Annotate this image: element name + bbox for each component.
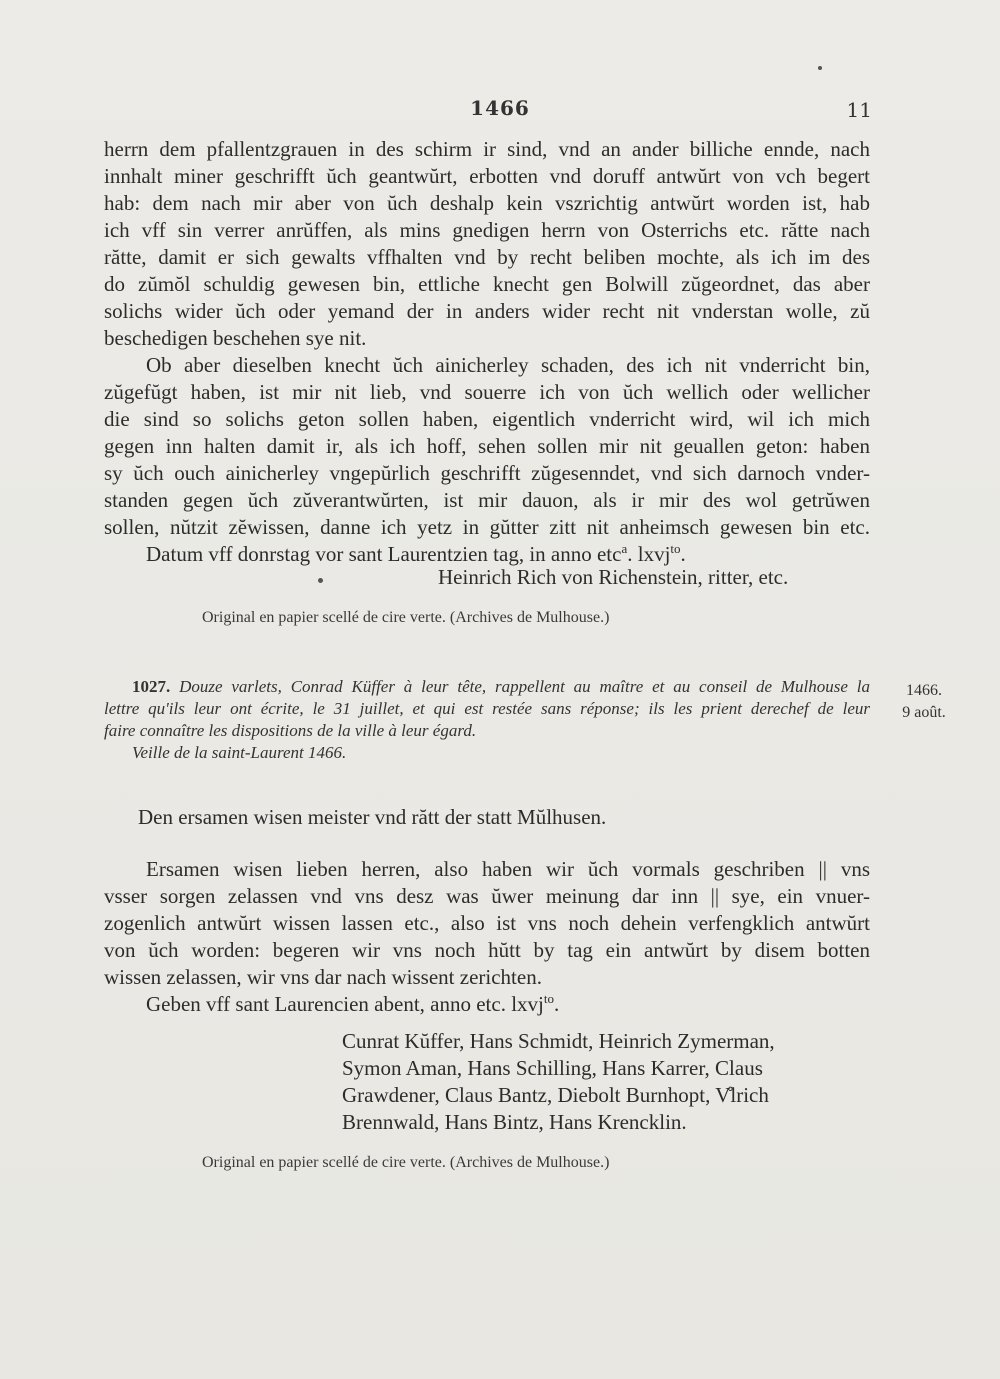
margin-day: 9 août.	[902, 704, 946, 721]
page-number: 11	[846, 98, 872, 122]
superscript: a	[621, 541, 628, 556]
margin-year: 1466.	[906, 682, 942, 699]
text-line: solichs wider ŭch oder yemand der in anders wider recht nit vnderstan wolle, zŭ	[104, 299, 870, 323]
superscript: to	[670, 541, 681, 556]
letter1-paragraph1	[104, 136, 870, 352]
summary-text: Douze varlets, Conrad Küffer à leur tête, rappellent au maître et au conseil de Mulhouse la	[179, 677, 870, 696]
text-line: von ŭch worden: begeren wir vns noch hŭtt by tag ein antwŭrt by disem botten	[104, 938, 870, 962]
summary-line: faire connaître les dispositions de la ville à leur égard.	[104, 721, 477, 740]
entry-date: Veille de la saint-Laurent 1466.	[132, 743, 347, 762]
text-line: die sind so solichs geton sollen haben, eigentlich vnderricht wird, wil ich mich	[104, 407, 870, 431]
signature-line: Grawdener, Claus Bantz, Diebolt Burnhopt, V̊lrich	[342, 1083, 769, 1107]
text-line: do zŭmŏl schuldig gewesen bin, ettliche knecht gen Bolwill zŭgeordnet, das aber	[104, 272, 870, 296]
text-line: standen gegen ŭch zŭverantwŭrten, ist mir dauon, als ir mir des wol getrŭwen	[104, 488, 870, 512]
signature-line: Cunrat Kŭffer, Hans Schmidt, Heinrich Zymerman,	[342, 1029, 775, 1053]
text-line: ich vff sin verrer anrŭffen, als mins gnedigen herrn von Osterrichs etc. rătte nach	[104, 218, 870, 242]
summary-line	[104, 676, 870, 698]
date-text: .	[680, 542, 686, 566]
text-line: zŭgefŭgt haben, ist mir nit lieb, vnd souerre ich von ŭch wellich oder wellicher	[104, 380, 870, 404]
page-header	[0, 96, 1000, 120]
text-line: sollen, nŭtzit zĕwissen, danne ich yetz in gŭtter zitt nit anheimsch gewesen bin etc.	[104, 515, 870, 539]
summary-line: lettre qu'ils leur ont écrite, le 31 juillet, et qui est restée sans réponse; ils les prient derechef de leur	[104, 699, 870, 718]
letter1-signature-block	[104, 564, 870, 591]
date-text: Datum vff donrstag vor sant Laurentzien tag, in anno etc	[146, 542, 622, 566]
letter1-paragraph2	[104, 352, 870, 568]
address-line: Den ersamen wisen meister vnd rătt der statt Mŭlhusen.	[138, 805, 607, 829]
text-line: zogenlich antwŭrt wissen lassen etc., also ist vns noch dehein verfengklich antwŭrt	[104, 911, 870, 935]
text-line: gegen inn halten damit ir, als ich hoff, sehen sollen mir nit geuallen geton: haben	[104, 434, 870, 458]
source-note: Original en papier scellé de cire verte. (Archives de Mulhouse.)	[202, 1154, 610, 1171]
date-text: .	[554, 992, 560, 1016]
text-line: rătte, damit er sich gewalts vffhalten vnd by recht beliben mochte, als ich im des	[104, 245, 870, 269]
date-text: Geben vff sant Laurencien abent, anno etc. lxvj	[146, 992, 544, 1016]
source-note: Original en papier scellé de cire verte. (Archives de Mulhouse.)	[202, 609, 610, 626]
text-line: Ob aber dieselben knecht ŭch ainicherley schaden, des ich nit vnderricht bin,	[146, 353, 870, 377]
text-line: Ersamen wisen lieben herren, also haben wir ŭch vormals geschriben || vns	[146, 857, 870, 881]
text-line: hab: dem nach mir aber von ŭch deshalp kein vszrichtig antwŭrt worden ist, hab	[104, 191, 870, 215]
signature-line: Symon Aman, Hans Schilling, Hans Karrer, Claus	[342, 1056, 763, 1080]
entry-number: 1027.	[132, 677, 171, 696]
letter2-address	[104, 804, 870, 831]
text-line: beschedigen beschehen sye nit.	[104, 326, 367, 350]
letter2-signatures	[342, 1028, 842, 1136]
letter2-body	[104, 856, 870, 1018]
text-line: sy ŭch ouch ainicherley vngepŭrlich geschrifft zŭgesenndet, vnd sich darnoch vnder-	[104, 461, 870, 485]
text-line: herrn dem pfallentzgrauen in des schirm ir sind, vnd an ander billiche ennde, nach	[104, 137, 870, 161]
signature: Heinrich Rich von Richenstein, ritter, etc.	[438, 565, 789, 589]
running-head-year: 1466	[470, 96, 530, 120]
ink-speck	[818, 66, 822, 70]
superscript: to	[543, 991, 554, 1006]
margin-date	[884, 680, 964, 724]
date-text: . lxvj	[627, 542, 671, 566]
text-line: innhalt miner geschrifft ŭch geantwŭrt, erbotten vnd doruff antwŭrt von vch begert	[104, 164, 870, 188]
date-line	[104, 991, 870, 1018]
text-line: vsser sorgen zelassen vnd vns desz was ŭwer meinung dar inn || sye, ein vnuer-	[104, 884, 870, 908]
entry-summary	[104, 676, 870, 764]
signature-line: Brennwald, Hans Bintz, Hans Krencklin.	[342, 1110, 687, 1134]
text-line: wissen zelassen, wir vns dar nach wissent zerichten.	[104, 965, 542, 989]
